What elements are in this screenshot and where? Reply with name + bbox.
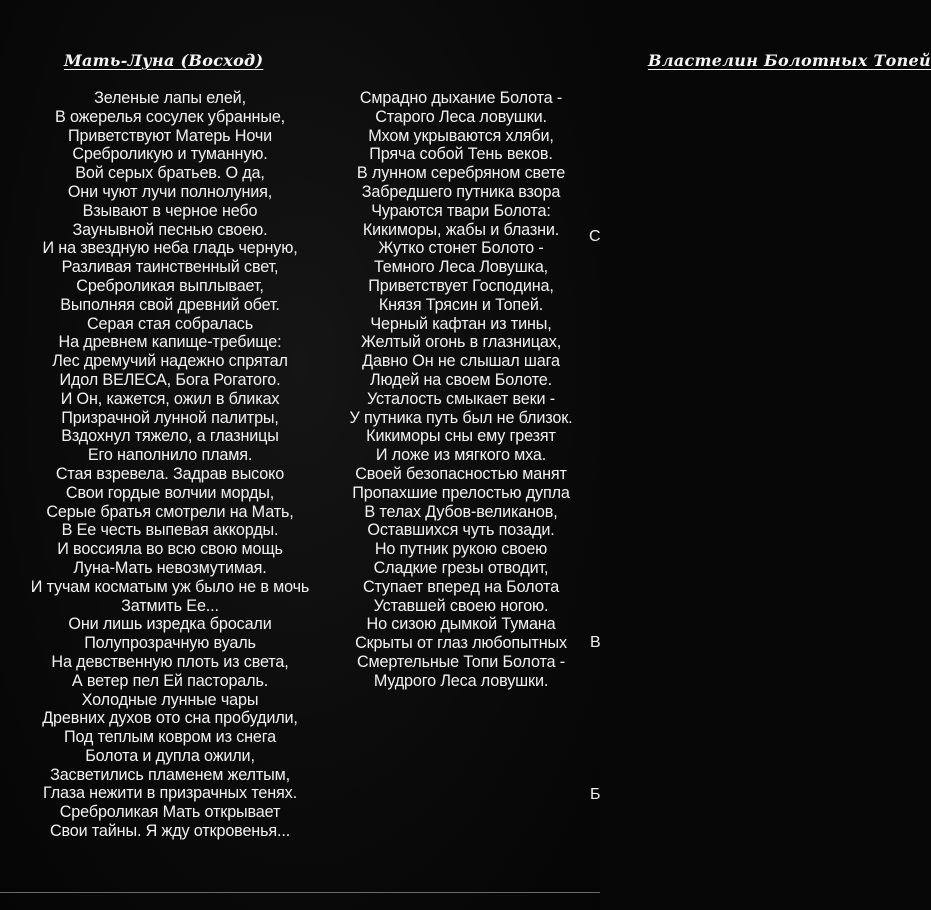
poem-line: Ступает вперед на Болота xyxy=(362,577,560,596)
poem-line: Они лишь изредка бросали xyxy=(68,615,272,634)
poem-line: Приветствуют Матерь Ночи xyxy=(67,126,273,145)
poem-line: Вой серых братьев. О да, xyxy=(75,164,265,183)
poem-line: Приветствует Господина, xyxy=(368,276,554,295)
poem-line: Скрыты от глаз любопытных xyxy=(355,634,567,653)
poem-line: Вздохнул тяжело, а глазницы xyxy=(61,427,279,446)
poem-line: Холодные лунные чары xyxy=(81,690,259,709)
poem-line: Смертельные Топи Болота - xyxy=(357,652,565,671)
poem-line: В лунном серебряном свете xyxy=(356,164,566,183)
poem-line: Глаза нежити в призрачных тенях. xyxy=(43,784,297,803)
poem-line: Идол ВЕЛЕСА, Бога Рогатого. xyxy=(59,370,281,389)
poem-line: Пряча собой Тень веков. xyxy=(369,145,553,164)
poem-line: Черный кафтан из тины, xyxy=(370,314,552,333)
poem-line: И на звездную неба гладь черную, xyxy=(42,239,298,258)
left-poem-title: Мать-Луна (Восход) xyxy=(64,51,264,70)
poem-line: Под теплым ковром из снега xyxy=(63,728,277,747)
poem-line: И ложе из мягкого мха. xyxy=(375,446,547,465)
poem-line: Забредшего путника взора xyxy=(361,182,561,201)
poem-line: Его наполнило пламя. xyxy=(87,446,253,465)
poem-line: Свои гордые волчии морды, xyxy=(65,483,275,502)
poem-line: Древних духов ото сна пробудили, xyxy=(42,709,298,728)
poem-line: Князя Трясин и Топей. xyxy=(378,295,544,314)
poem-line: Мудрого Леса ловушки. xyxy=(373,671,549,690)
poem-line: На древнем капище-требище: xyxy=(58,333,282,352)
poem-line: Смрадно дыхание Болота - xyxy=(359,89,563,107)
poem-line: Болота и дупла ожили, xyxy=(85,746,255,765)
poem-line: Темного Леса Ловушка, xyxy=(373,258,549,277)
poem-line: Они чуют лучи полнолуния, xyxy=(67,182,273,201)
poem-line: Пропахшие прелостью дупла xyxy=(352,483,570,502)
poem-line: И Он, кажется, ожил в бликах xyxy=(60,389,280,408)
poem-line: Заунывной песнью своею. xyxy=(72,220,268,239)
poem-line: Засветились пламенем желтым, xyxy=(50,765,290,784)
poem-line: Кикиморы, жабы и блазни. xyxy=(362,220,560,239)
poem-line: В ожерелья сосулек убранные, xyxy=(54,107,286,126)
poem-line: Полупрозрачную вуаль xyxy=(84,634,256,653)
poem-line: Лес дремучий надежно спрятал xyxy=(52,352,288,371)
poem-line: Выполняя свой древний обет. xyxy=(60,295,280,314)
poem-line: И тучам косматым уж было не в мочь xyxy=(30,577,310,596)
poem-line: У путника путь был не близок. xyxy=(349,408,573,427)
right-poem-title: Властелин Болотных Топей xyxy=(648,51,931,70)
poem-line: Стая взревела. Задрав высоко xyxy=(55,464,285,483)
poem-line: Среброликую и туманную. xyxy=(72,145,268,164)
poem-line: Сладкие грезы отводит, xyxy=(373,558,549,577)
bottom-divider xyxy=(0,892,600,893)
poem-line: Но путник рукою своею xyxy=(374,540,548,559)
poem-line: И воссияла во всю свою мощь xyxy=(57,540,283,559)
poem-line: Уставшей своею ногою. xyxy=(373,596,549,615)
poem-line: Луна-Мать невозмутимая. xyxy=(73,558,267,577)
poem-line: Среброликая Мать открывает xyxy=(59,803,281,822)
poem-line: Оставшихся чуть позади. xyxy=(367,521,555,540)
poem-line: Давно Он не слышал шага xyxy=(362,352,560,371)
poem-line: Серая стая собралась xyxy=(86,314,254,333)
poem-line: Затмить Ее... xyxy=(121,596,219,615)
poem-line: Мхом укрываются хляби, xyxy=(368,126,554,145)
poem-line: Жутко стонет Болото - xyxy=(378,239,544,258)
cut-off-letter: В xyxy=(590,634,601,651)
poem-line: Старого Леса ловушки. xyxy=(375,107,547,126)
left-poem-verses xyxy=(2,89,338,841)
poem-line: Желтый огонь в глазницах, xyxy=(360,333,562,352)
poem-line: В телах Дубов-великанов, xyxy=(364,502,558,521)
cut-off-letter: Б xyxy=(590,786,601,803)
poem-line: Взывают в черное небо xyxy=(82,201,258,220)
poem-line: Кикиморы сны ему грезят xyxy=(366,427,556,446)
poem-line: Усталость смыкает веки - xyxy=(366,389,556,408)
poem-line: А ветер пел Ей пастораль. xyxy=(71,671,269,690)
poem-line: Чураются твари Болота: xyxy=(371,201,551,220)
poem-line: В Ее честь выпевая аккорды. xyxy=(61,521,279,540)
poem-line: Людей на своем Болоте. xyxy=(370,370,552,389)
poem-line: Но сизою дымкой Тумана xyxy=(366,615,556,634)
poem-line: Своей безопасностью манят xyxy=(355,464,567,483)
right-poem-verses xyxy=(318,89,604,691)
poem-line: Свои тайны. Я жду откровенья... xyxy=(49,822,291,841)
poem-line: Среброликая выплывает, xyxy=(76,276,264,295)
poem-line: Разливая таинственный свет, xyxy=(61,258,279,277)
poem-line: Призрачной лунной палитры, xyxy=(61,408,279,427)
poem-line: Зеленые лапы елей, xyxy=(94,89,246,107)
poem-line: Серые братья смотрели на Мать, xyxy=(46,502,294,521)
poem-line: На девственную плоть из света, xyxy=(51,652,289,671)
cut-off-letter: С xyxy=(589,228,601,245)
